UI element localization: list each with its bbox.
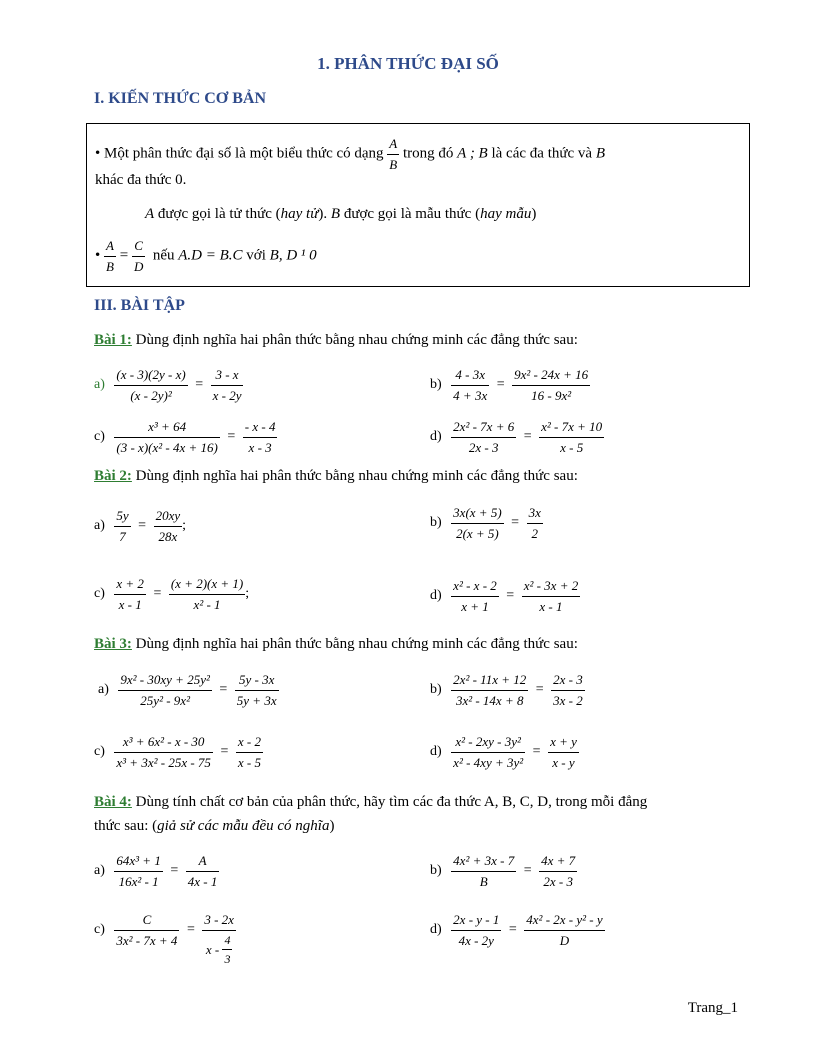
exercise-4c: c) $\frac{C}{\text{3x² - 7x + 4}}$ = 3 - 2x x - $\frac{4}{3}$ [94,912,234,966]
fraction-a-over-b-2: $\frac{A}{B}$ [106,238,114,274]
page-number: Trang_1 [687,1000,738,1016]
page-title: 1. PHÂN THỨC ĐẠI SỐ [317,54,499,73]
exercise-4a: a) $\frac{\text{64x³ + 1}}{\text{16x² - 1}}$ = $\frac{A}{4x - 1}$ [94,853,218,889]
exercise-1b: b) $\frac{4 - 3x}{4 + 3x}$ = $\frac{\text{9x² - 24x + 16}}{\text{16 - 9x²}}$ [430,367,589,403]
exercise-1a: a) $\frac{(x - 3)(2y - x)}{\text{(x - 2y)²}}$ = $\frac{3 - x}{x - 2y}$ [94,367,242,403]
exercise-3b: b) $\frac{\text{2x² - 11x + 12}}{\text{3x² - 14x + 8}}$ = $\frac{2x - 3}{3x - 2}$ [430,672,583,708]
section-heading-exercises: III. BÀI TẬP [94,297,185,314]
exercise-3c: c) $\frac{\text{x³ + 6x² - x - 30}}{\text{x³ + 3x² - 25x - 75}}$ = $\frac{x - 2}{x - 5}$ [94,734,261,770]
exercise-4d: d) $\frac{2x - y - 1}{4x - 2y}$ = $\frac{\text{4x² - 2x - y² - y}}{D}$ [430,912,603,948]
exercise-1-heading: Bài 1: Dùng định nghĩa hai phân thức bằng nhau chứng minh các đẳng thức sau: [94,332,578,348]
definition-text: • Một phân thức đại số là một biểu thức có dạng [95,145,384,162]
definition-line-3: A được gọi là tử thức (hay tử). B được gọi là mẫu thức (hay mẫu) [145,206,537,222]
exercise-2-heading: Bài 2: Dùng định nghĩa hai phân thức bằng nhau chứng minh các đẳng thức sau: [94,468,578,484]
exercise-4-heading: Bài 4: Dùng tính chất cơ bản của phân thức, hãy tìm các đa thức A, B, C, D, trong mỗi đẳng [94,794,648,810]
fraction-c-over-d: $\frac{C}{D}$ [133,238,144,274]
definition-line-1: • Một phân thức đại số là một biểu thức có dạng $\frac{A}{B}$ trong đó A ; B là các đa thức và B [95,136,605,172]
exercise-1c: c) $\frac{\text{x³ + 64}}{\text{(3 - x)(x² - 4x + 16)}}$ = $\frac{- x - 4}{x - 3}$ [94,419,276,455]
fraction-a-over-b: $\frac{A}{B}$ [389,136,398,172]
exercise-3d: d) $\frac{\text{x² - 2xy - 3y²}}{\text{x² - 4xy + 3y²}}$ = $\frac{x + y}{x - y}$ [430,734,577,770]
definition-line-2: khác đa thức 0. [95,172,187,188]
section-heading-basics: I. KIẾN THỨC CƠ BẢN [94,90,267,107]
exercise-2a: a) $\frac{5y}{7}$ = $\frac{20xy}{28x}$ ; [94,508,187,544]
exercise-2d: d) $\frac{\text{x² - x - 2}}{x + 1}$ = $\frac{\text{x² - 3x + 2}}{x - 1}$ [430,578,579,614]
definition-line-4: • $\frac{A}{B}$ = $\frac{C}{D}$ nếu A.D = B.C với B, D ¹ 0 [95,238,317,274]
exercise-1d: d) $\frac{\text{2x² - 7x + 6}}{2x - 3}$ = $\frac{\text{x² - 7x + 10}}{x - 5}$ [430,419,603,455]
exercise-3-heading: Bài 3: Dùng định nghĩa hai phân thức bằng nhau chứng minh các đẳng thức sau: [94,636,578,652]
exercise-2b: b) $\frac{3x(x + 5)}{2(x + 5)}$ = $\frac{3x}{2}$ [430,505,541,541]
exercise-4-heading-line-2: thức sau: (giả sử các mẫu đều có nghĩa) [94,818,335,834]
exercise-4b: b) $\frac{\text{4x² + 3x - 7}}{B}$ = $\frac{4x + 7}{2x - 3}$ [430,853,576,889]
definition-box [86,123,750,287]
exercise-2c: c) $\frac{x + 2}{x - 1}$ = $\frac{(x + 2)(x + 1)}{\text{x² - 1}}$ ; [94,576,250,612]
exercise-3a: a) $\frac{\text{9x² - 30xy + 25y²}}{\text{25y² - 9x²}}$ = $\frac{5y - 3x}{5y + 3x}$ [98,672,277,708]
